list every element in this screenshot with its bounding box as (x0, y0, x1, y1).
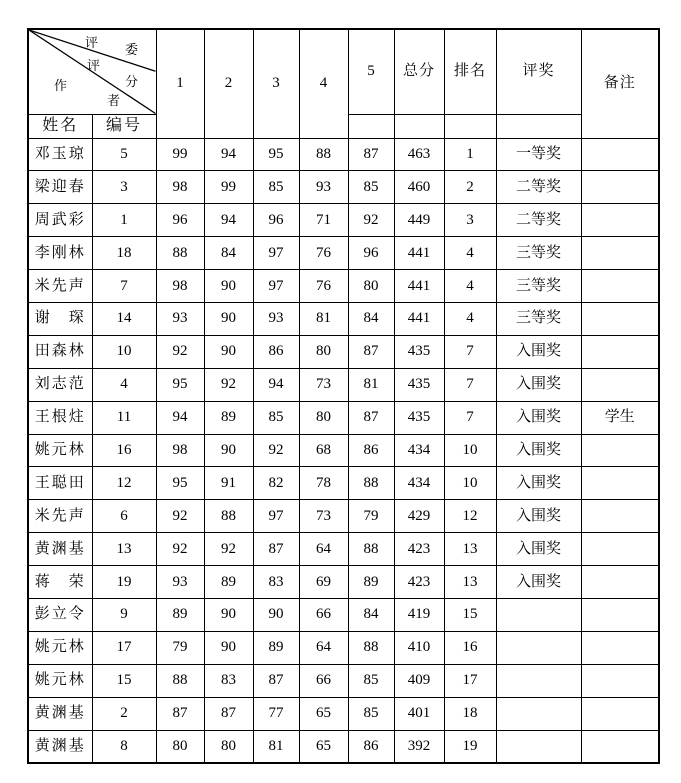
name-cell: 田森林 (28, 335, 92, 368)
column-header-judge-2: 2 (204, 29, 253, 138)
rank-cell: 17 (444, 664, 496, 697)
header-subcell-rank (444, 114, 496, 138)
judge3-score-cell: 83 (253, 566, 299, 599)
total-score-cell: 392 (394, 730, 444, 763)
diagonal-label-author-char2: 者 (107, 93, 121, 108)
judge3-score-cell: 86 (253, 335, 299, 368)
number-cell: 5 (92, 138, 156, 171)
judge1-score-cell: 98 (156, 270, 204, 303)
total-score-cell: 441 (394, 302, 444, 335)
judge2-score-cell: 91 (204, 467, 253, 500)
column-header-judge-3: 3 (253, 29, 299, 138)
judge1-score-cell: 95 (156, 467, 204, 500)
judge4-score-cell: 80 (299, 401, 348, 434)
name-cell: 米先声 (28, 270, 92, 303)
diagonal-header-cell (28, 29, 156, 114)
column-header-total: 总分 (394, 29, 444, 114)
judge2-score-cell: 92 (204, 533, 253, 566)
column-header-judge-5: 5 (348, 29, 394, 114)
rank-cell: 10 (444, 467, 496, 500)
total-score-cell: 435 (394, 335, 444, 368)
judge2-score-cell: 94 (204, 138, 253, 171)
remark-cell (581, 270, 659, 303)
judge2-score-cell: 87 (204, 697, 253, 730)
judge3-score-cell: 95 (253, 138, 299, 171)
total-score-cell: 409 (394, 664, 444, 697)
judge2-score-cell: 92 (204, 368, 253, 401)
column-header-judge-4: 4 (299, 29, 348, 138)
judge3-score-cell: 85 (253, 171, 299, 204)
name-cell: 姚元林 (28, 664, 92, 697)
table-row (28, 730, 659, 763)
name-cell: 周武彩 (28, 204, 92, 237)
judge5-score-cell: 96 (348, 237, 394, 270)
remark-cell (581, 237, 659, 270)
award-cell (496, 598, 581, 631)
remark-cell (581, 335, 659, 368)
award-cell (496, 730, 581, 763)
judge3-score-cell: 89 (253, 631, 299, 664)
remark-cell (581, 730, 659, 763)
judge3-score-cell: 82 (253, 467, 299, 500)
judge1-score-cell: 93 (156, 302, 204, 335)
total-score-cell: 434 (394, 467, 444, 500)
rank-cell: 16 (444, 631, 496, 664)
total-score-cell: 423 (394, 566, 444, 599)
column-header-judge-1: 1 (156, 29, 204, 138)
award-cell (496, 664, 581, 697)
table-row (28, 598, 659, 631)
table-row (28, 500, 659, 533)
judge3-score-cell: 94 (253, 368, 299, 401)
judge5-score-cell: 86 (348, 730, 394, 763)
remark-cell (581, 631, 659, 664)
judge4-score-cell: 76 (299, 237, 348, 270)
judge3-score-cell: 93 (253, 302, 299, 335)
name-cell: 蒋 荣 (28, 566, 92, 599)
name-cell: 王根炷 (28, 401, 92, 434)
judge4-score-cell: 65 (299, 730, 348, 763)
column-header-name: 姓名 (28, 114, 92, 138)
judge5-score-cell: 85 (348, 664, 394, 697)
judge4-score-cell: 88 (299, 138, 348, 171)
name-cell: 姚元林 (28, 631, 92, 664)
number-cell: 18 (92, 237, 156, 270)
judge4-score-cell: 64 (299, 533, 348, 566)
number-cell: 4 (92, 368, 156, 401)
number-cell: 13 (92, 533, 156, 566)
award-cell: 入围奖 (496, 500, 581, 533)
judge5-score-cell: 80 (348, 270, 394, 303)
header-subcell-total (394, 114, 444, 138)
judge1-score-cell: 94 (156, 401, 204, 434)
name-cell: 彭立令 (28, 598, 92, 631)
judge5-score-cell: 87 (348, 335, 394, 368)
table-row (28, 302, 659, 335)
judge3-score-cell: 87 (253, 533, 299, 566)
judge2-score-cell: 90 (204, 335, 253, 368)
rank-cell: 4 (444, 237, 496, 270)
judge1-score-cell: 88 (156, 664, 204, 697)
judge1-score-cell: 98 (156, 434, 204, 467)
rank-cell: 19 (444, 730, 496, 763)
award-cell: 三等奖 (496, 237, 581, 270)
remark-cell (581, 500, 659, 533)
table-row (28, 368, 659, 401)
judge4-score-cell: 73 (299, 368, 348, 401)
rank-cell: 7 (444, 335, 496, 368)
table-row (28, 631, 659, 664)
table-body (28, 29, 659, 763)
judge5-score-cell: 88 (348, 533, 394, 566)
award-cell (496, 697, 581, 730)
judge4-score-cell: 68 (299, 434, 348, 467)
rank-cell: 13 (444, 566, 496, 599)
judge1-score-cell: 98 (156, 171, 204, 204)
judge3-score-cell: 85 (253, 401, 299, 434)
award-cell: 入围奖 (496, 434, 581, 467)
table-row (28, 237, 659, 270)
number-cell: 8 (92, 730, 156, 763)
judge1-score-cell: 92 (156, 500, 204, 533)
judge2-score-cell: 90 (204, 434, 253, 467)
judge2-score-cell: 83 (204, 664, 253, 697)
table-row (28, 401, 659, 434)
table-row (28, 204, 659, 237)
number-cell: 2 (92, 697, 156, 730)
total-score-cell: 435 (394, 368, 444, 401)
judge3-score-cell: 97 (253, 237, 299, 270)
number-cell: 9 (92, 598, 156, 631)
table-row (28, 664, 659, 697)
judge3-score-cell: 81 (253, 730, 299, 763)
remark-cell (581, 566, 659, 599)
judge3-score-cell: 96 (253, 204, 299, 237)
number-cell: 1 (92, 204, 156, 237)
header-subcell-award (496, 114, 581, 138)
judge1-score-cell: 80 (156, 730, 204, 763)
award-cell (496, 631, 581, 664)
number-cell: 14 (92, 302, 156, 335)
rank-cell: 4 (444, 270, 496, 303)
rank-cell: 3 (444, 204, 496, 237)
remark-cell (581, 697, 659, 730)
award-cell: 入围奖 (496, 401, 581, 434)
rank-cell: 2 (444, 171, 496, 204)
judge1-score-cell: 95 (156, 368, 204, 401)
name-cell: 黄渊基 (28, 533, 92, 566)
total-score-cell: 460 (394, 171, 444, 204)
award-cell: 入围奖 (496, 533, 581, 566)
judge5-score-cell: 85 (348, 697, 394, 730)
judge2-score-cell: 99 (204, 171, 253, 204)
judge3-score-cell: 90 (253, 598, 299, 631)
table-row (28, 270, 659, 303)
judge1-score-cell: 93 (156, 566, 204, 599)
judge2-score-cell: 89 (204, 401, 253, 434)
judge2-score-cell: 84 (204, 237, 253, 270)
rank-cell: 13 (444, 533, 496, 566)
remark-cell (581, 204, 659, 237)
judge1-score-cell: 79 (156, 631, 204, 664)
table-row (28, 138, 659, 171)
rank-cell: 7 (444, 368, 496, 401)
judge2-score-cell: 89 (204, 566, 253, 599)
award-cell: 三等奖 (496, 270, 581, 303)
judge5-score-cell: 86 (348, 434, 394, 467)
judge5-score-cell: 88 (348, 631, 394, 664)
column-header-award: 评奖 (496, 29, 581, 114)
number-cell: 15 (92, 664, 156, 697)
judge1-score-cell: 92 (156, 335, 204, 368)
judge5-score-cell: 87 (348, 401, 394, 434)
judge4-score-cell: 93 (299, 171, 348, 204)
judge4-score-cell: 81 (299, 302, 348, 335)
number-cell: 16 (92, 434, 156, 467)
judge3-score-cell: 87 (253, 664, 299, 697)
score-sheet (27, 28, 660, 764)
name-cell: 李刚林 (28, 237, 92, 270)
diagonal-label-score-char1: 评 (87, 58, 101, 73)
judge1-score-cell: 89 (156, 598, 204, 631)
table-row (28, 566, 659, 599)
remark-cell (581, 171, 659, 204)
table-row (28, 697, 659, 730)
name-cell: 米先声 (28, 500, 92, 533)
total-score-cell: 441 (394, 237, 444, 270)
rank-cell: 15 (444, 598, 496, 631)
number-cell: 3 (92, 171, 156, 204)
rank-cell: 12 (444, 500, 496, 533)
column-header-remark: 备注 (581, 29, 659, 138)
name-cell: 谢 琛 (28, 302, 92, 335)
table-row (28, 467, 659, 500)
total-score-cell: 423 (394, 533, 444, 566)
rank-cell: 1 (444, 138, 496, 171)
judge3-score-cell: 97 (253, 270, 299, 303)
total-score-cell: 435 (394, 401, 444, 434)
number-cell: 10 (92, 335, 156, 368)
number-cell: 17 (92, 631, 156, 664)
award-cell: 入围奖 (496, 566, 581, 599)
number-cell: 6 (92, 500, 156, 533)
total-score-cell: 429 (394, 500, 444, 533)
judge1-score-cell: 99 (156, 138, 204, 171)
judge5-score-cell: 79 (348, 500, 394, 533)
judge3-score-cell: 77 (253, 697, 299, 730)
remark-cell (581, 664, 659, 697)
award-cell: 二等奖 (496, 204, 581, 237)
number-cell: 7 (92, 270, 156, 303)
award-cell: 二等奖 (496, 171, 581, 204)
total-score-cell: 434 (394, 434, 444, 467)
total-score-cell: 410 (394, 631, 444, 664)
name-cell: 梁迎春 (28, 171, 92, 204)
number-cell: 11 (92, 401, 156, 434)
total-score-cell: 463 (394, 138, 444, 171)
judge5-score-cell: 85 (348, 171, 394, 204)
judge5-score-cell: 87 (348, 138, 394, 171)
judge5-score-cell: 84 (348, 302, 394, 335)
remark-cell (581, 533, 659, 566)
number-cell: 19 (92, 566, 156, 599)
diagonal-label-author-char1: 作 (54, 78, 68, 93)
judge1-score-cell: 87 (156, 697, 204, 730)
judge1-score-cell: 92 (156, 533, 204, 566)
award-cell: 三等奖 (496, 302, 581, 335)
remark-cell (581, 368, 659, 401)
column-header-rank: 排名 (444, 29, 496, 114)
judge5-score-cell: 84 (348, 598, 394, 631)
judge5-score-cell: 88 (348, 467, 394, 500)
judge4-score-cell: 76 (299, 270, 348, 303)
judge2-score-cell: 90 (204, 631, 253, 664)
judge4-score-cell: 73 (299, 500, 348, 533)
rank-cell: 7 (444, 401, 496, 434)
award-cell: 入围奖 (496, 335, 581, 368)
judge2-score-cell: 80 (204, 730, 253, 763)
judge1-score-cell: 96 (156, 204, 204, 237)
total-score-cell: 449 (394, 204, 444, 237)
score-table (27, 28, 660, 764)
remark-cell (581, 598, 659, 631)
table-row (28, 434, 659, 467)
total-score-cell: 419 (394, 598, 444, 631)
judge5-score-cell: 92 (348, 204, 394, 237)
name-cell: 黄渊基 (28, 697, 92, 730)
name-cell: 姚元林 (28, 434, 92, 467)
judge5-score-cell: 81 (348, 368, 394, 401)
judge4-score-cell: 71 (299, 204, 348, 237)
judge3-score-cell: 97 (253, 500, 299, 533)
award-cell: 入围奖 (496, 368, 581, 401)
judge4-score-cell: 64 (299, 631, 348, 664)
judge4-score-cell: 66 (299, 598, 348, 631)
rank-cell: 10 (444, 434, 496, 467)
diagonal-label-judge-char2: 委 (125, 42, 139, 57)
table-row (28, 533, 659, 566)
judge4-score-cell: 69 (299, 566, 348, 599)
table-row (28, 171, 659, 204)
judge5-score-cell: 89 (348, 566, 394, 599)
judge2-score-cell: 90 (204, 598, 253, 631)
column-header-number: 编号 (92, 114, 156, 138)
table-row (28, 335, 659, 368)
rank-cell: 4 (444, 302, 496, 335)
judge4-score-cell: 80 (299, 335, 348, 368)
rank-cell: 18 (444, 697, 496, 730)
name-cell: 黄渊基 (28, 730, 92, 763)
judge2-score-cell: 88 (204, 500, 253, 533)
judge4-score-cell: 65 (299, 697, 348, 730)
remark-cell (581, 302, 659, 335)
award-cell: 入围奖 (496, 467, 581, 500)
diagonal-label-judge-char1: 评 (85, 35, 99, 50)
remark-cell (581, 467, 659, 500)
remark-cell: 学生 (581, 401, 659, 434)
remark-cell (581, 434, 659, 467)
header-row-top (28, 29, 659, 114)
total-score-cell: 441 (394, 270, 444, 303)
name-cell: 邓玉琼 (28, 138, 92, 171)
judge4-score-cell: 66 (299, 664, 348, 697)
judge2-score-cell: 90 (204, 302, 253, 335)
diagonal-label-score-char2: 分 (125, 74, 139, 89)
header-subcell-judge-5 (348, 114, 394, 138)
judge4-score-cell: 78 (299, 467, 348, 500)
judge3-score-cell: 92 (253, 434, 299, 467)
judge2-score-cell: 90 (204, 270, 253, 303)
award-cell: 一等奖 (496, 138, 581, 171)
judge2-score-cell: 94 (204, 204, 253, 237)
total-score-cell: 401 (394, 697, 444, 730)
judge1-score-cell: 88 (156, 237, 204, 270)
remark-cell (581, 138, 659, 171)
name-cell: 刘志范 (28, 368, 92, 401)
name-cell: 王聪田 (28, 467, 92, 500)
number-cell: 12 (92, 467, 156, 500)
